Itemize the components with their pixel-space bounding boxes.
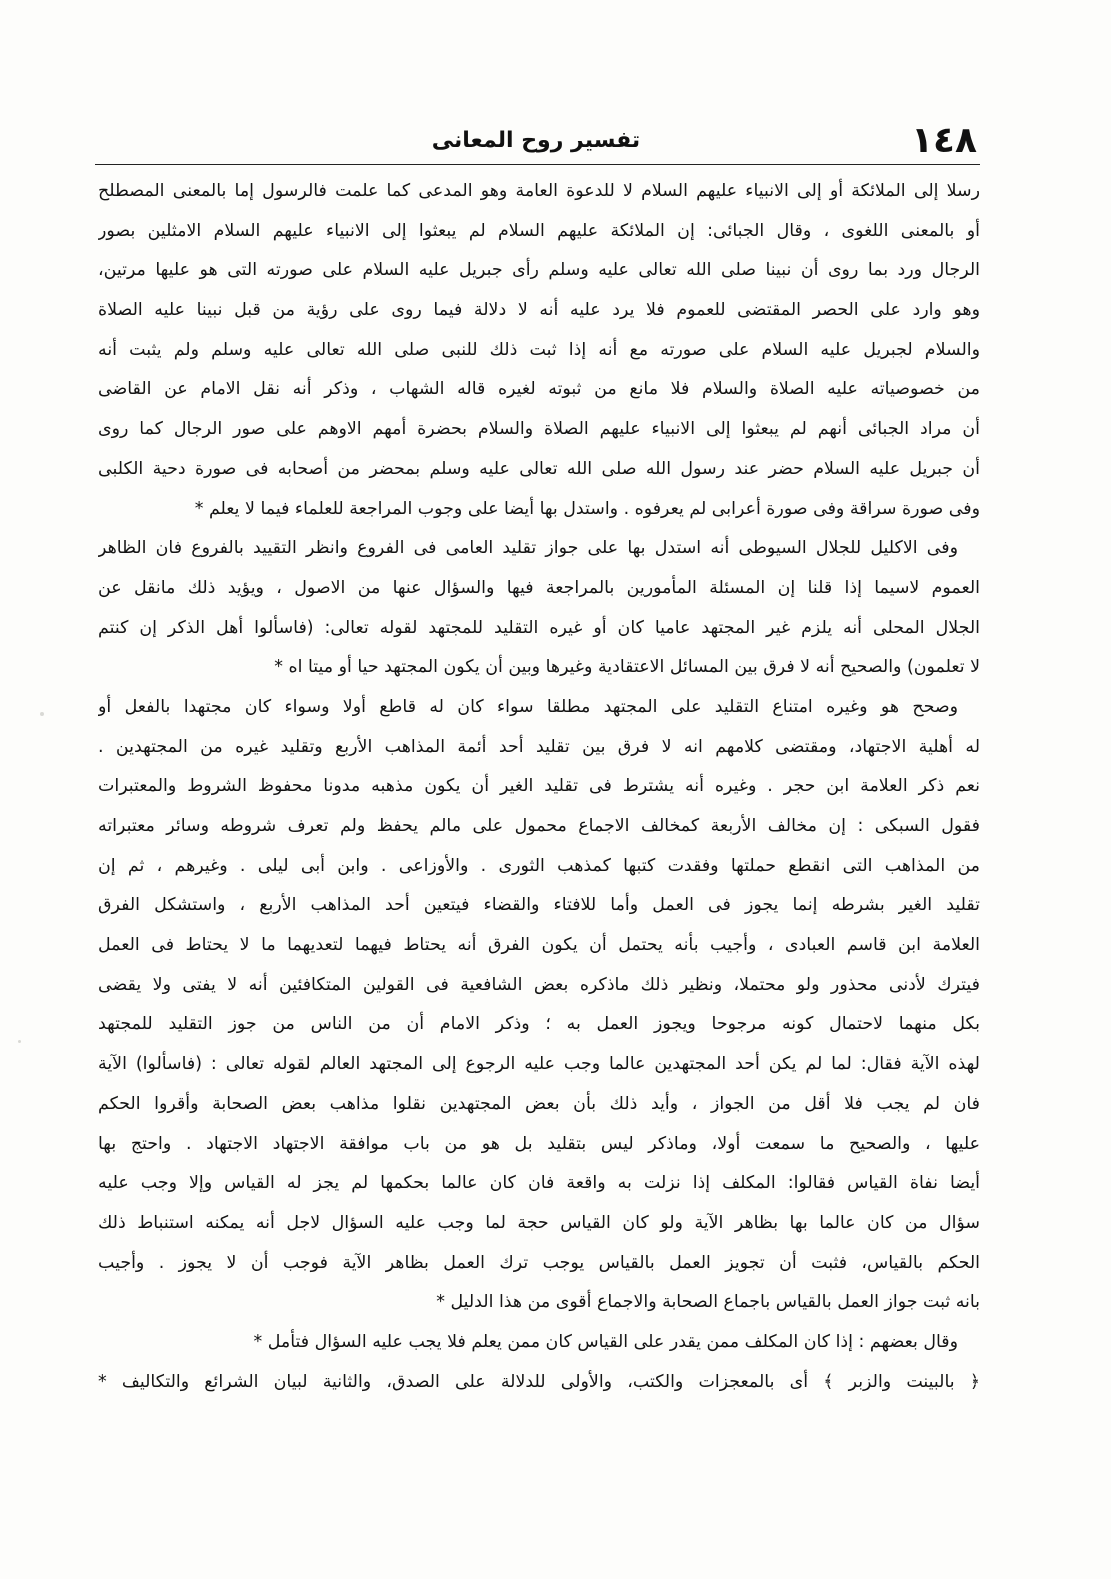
text-line: الحكم بالقياس، فثبت أن تجويز العمل بالقياس يوجب ترك العمل بظاهر الآية فوجب أن لا يجوز . وأجيب	[98, 1252, 980, 1273]
page-header	[95, 118, 977, 168]
header-rule	[95, 164, 980, 165]
scan-speck	[40, 712, 44, 716]
text-line: له أهلية الاجتهاد، ومقتضى كلامهم انه لا فرق بين تقليد أحد أئمة المذاهب الأربع وتقليد غيره من المجتهدين .	[98, 736, 980, 757]
text-line: تقليد الغير بشرطه إنما يجوز فى العمل وأما للافتاء والقضاء فيتعين أحد المذاهب الأربع ، واستشكل الفرق	[98, 895, 980, 916]
text-line: العلامة ابن قاسم العبادى ، وأجيب بأنه يحتمل أن يكون الفرق أنه يحتاط فيهما لتعديهما ما لا يحتاط فى العمل	[98, 935, 980, 956]
text-line: وقال بعضهم : إذا كان المكلف ممن يقدر على القياس كان ممن يعلم فلا يجب عليه السؤال فتأمل *	[253, 1331, 958, 1352]
text-line: وهو وارد على الحصر المقتضى للعموم فلا يرد عليه أنه لا دلالة فيما روى على رؤية من قبل نبينا عليه الصلاة	[98, 300, 980, 321]
text-line: وصحح هو وغيره امتناع التقليد على المجتهد مطلقا سواء كان له قاطع أولا وسواء كان مجتهدا بالفعل أو	[98, 696, 958, 717]
text-line: أو بالمعنى اللغوى ، وقال الجبائى: إن الملائكة عليهم السلام لم يبعثوا إلى الانبياء عليهم السلام الامثلين بصور	[98, 220, 980, 241]
text-line: العموم لاسيما إذا قلنا إن المسئلة المأمورين بالمراجعة فيها والسؤال عنها من الاصول ، ويؤيد ذلك مانقل عن	[98, 577, 980, 598]
text-line: أن مراد الجبائى أنهم لم يبعثوا إلى الانبياء عليهم الصلاة والسلام بحضرة أمهم الاوهم على صور الرجال كما روى	[98, 419, 980, 440]
text-line: ﴿ بالبينت والزبر ﴾ أى بالمعجزات والكتب، والأولى للدلالة على الصدق، والثانية لبيان الشرائع والتكاليف *	[98, 1371, 980, 1392]
text-line: فان لم يجب فلا أقل من الجواز ، وأيد ذلك بأن بعض المجتهدين نقلوا مذاهب بعض الصحابة وأقروا الحكم	[98, 1093, 980, 1114]
scan-speck	[18, 1040, 21, 1043]
text-line: فيترك لأدنى محذور ولو محتملا، ونظير ذلك ماذكره بعض الشافعية فى القولين المتكافئين أنه لا يفتى ولا يقضى	[98, 974, 980, 995]
page-number: ١٤٨	[911, 120, 977, 161]
text-line: بكل منهما لاحتمال كونه مرجوحا ويجوز العمل به ؛ وذكر الامام أن من الناس من جوز التقليد للمجتهد	[98, 1014, 980, 1035]
text-line: الجلال المحلى أنه يلزم غير المجتهد عاميا كان أو غيره التقليد للمجتهد لقوله تعالى: (فاسألوا أهل الذكر إن كنتم	[98, 617, 980, 638]
text-line: وفى الاكليل للجلال السيوطى أنه استدل بها على جواز تقليد العامى فى الفروع وانظر التقييد بالفروع فان الظاهر	[98, 538, 958, 559]
text-line: بانه ثبت جواز العمل بالقياس باجماع الصحابة والاجماع أقوى من هذا الدليل *	[436, 1292, 980, 1313]
text-line: رسلا إلى الملائكة أو إلى الانبياء عليهم السلام لا للدعوة العامة وهو المدعى كما علمت فالرسول إما بالمعنى المصطلح	[98, 181, 980, 201]
running-title: تفسير روح المعانى	[431, 128, 641, 153]
text-line: أيضا نفاة القياس فقالوا: المكلف إذا نزلت به واقعة فان كان عالما بحكمها لم يجز له القياس وإلا وجب عليه	[98, 1173, 980, 1194]
text-line: نعم ذكر العلامة ابن حجر . وغيره أنه يشترط فى تقليد الغير أن يكون مذهبه مدونا محفوظ الشروط والمعتبرات	[98, 776, 980, 797]
text-line: وفى صورة سراقة وفى صورة أعرابى لم يعرفوه . واستدل بها أيضا على وجوب المراجعة للعلماء فيما لا يعلم *	[194, 498, 980, 519]
text-line: لهذه الآية فقال: لما لم يكن أحد المجتهدين عالما وجب عليه الرجوع إلى المجتهد العالم لقوله تعالى : (فاسألوا) الآية	[98, 1054, 980, 1075]
text-line: سؤال من كان عالما بها بظاهر الآية ولو كان القياس حجة لما وجب عليه السؤال لاجل أنه يمكنه استنباط ذلك	[98, 1212, 980, 1233]
text-line: والسلام لجبريل عليه السلام على صورته مع أنه إذا ثبت ذلك للنبى صلى الله تعالى عليه وسلم ولم يثبت أنه	[98, 339, 980, 360]
text-line: الرجال ورد بما روى أن نبينا صلى الله تعالى عليه وسلم رأى جبريل عليه السلام على صورته التى هو عليها مرتين،	[98, 260, 980, 281]
text-line: لا تعلمون) والصحيح أنه لا فرق بين المسائل الاعتقادية وغيرها وبين أن يكون المجتهد حيا أو ميتا اه *	[274, 657, 980, 678]
body-text	[98, 172, 980, 1402]
text-line: أن جبريل عليه السلام حضر عند رسول الله صلى الله تعالى عليه وسلم بمحضر من أصحابه فى صورة دحية الكلبى	[98, 458, 980, 479]
text-line: عليها ، والصحيح ما سمعت أولا، وماذكر ليس بتقليد بل هو من باب موافقة الاجتهاد الاجتهاد . واحتج بها	[98, 1133, 980, 1154]
text-line: من خصوصياته عليه الصلاة والسلام فلا مانع من ثبوته لغيره قاله الشهاب ، وذكر أنه نقل الامام عن القاضى	[98, 379, 980, 400]
text-line: فقول السبكى : إن مخالف الأربعة كمخالف الاجماع محمول على مالم يحفظ ولم تعرف شروطه وسائر معتبراته	[98, 816, 980, 836]
text-line: من المذاهب التى انقطع حملتها وفقدت كتبها كمذهب الثورى . والأوزاعى . وابن أبى ليلى . وغيرهم ، ثم إن	[98, 855, 980, 876]
